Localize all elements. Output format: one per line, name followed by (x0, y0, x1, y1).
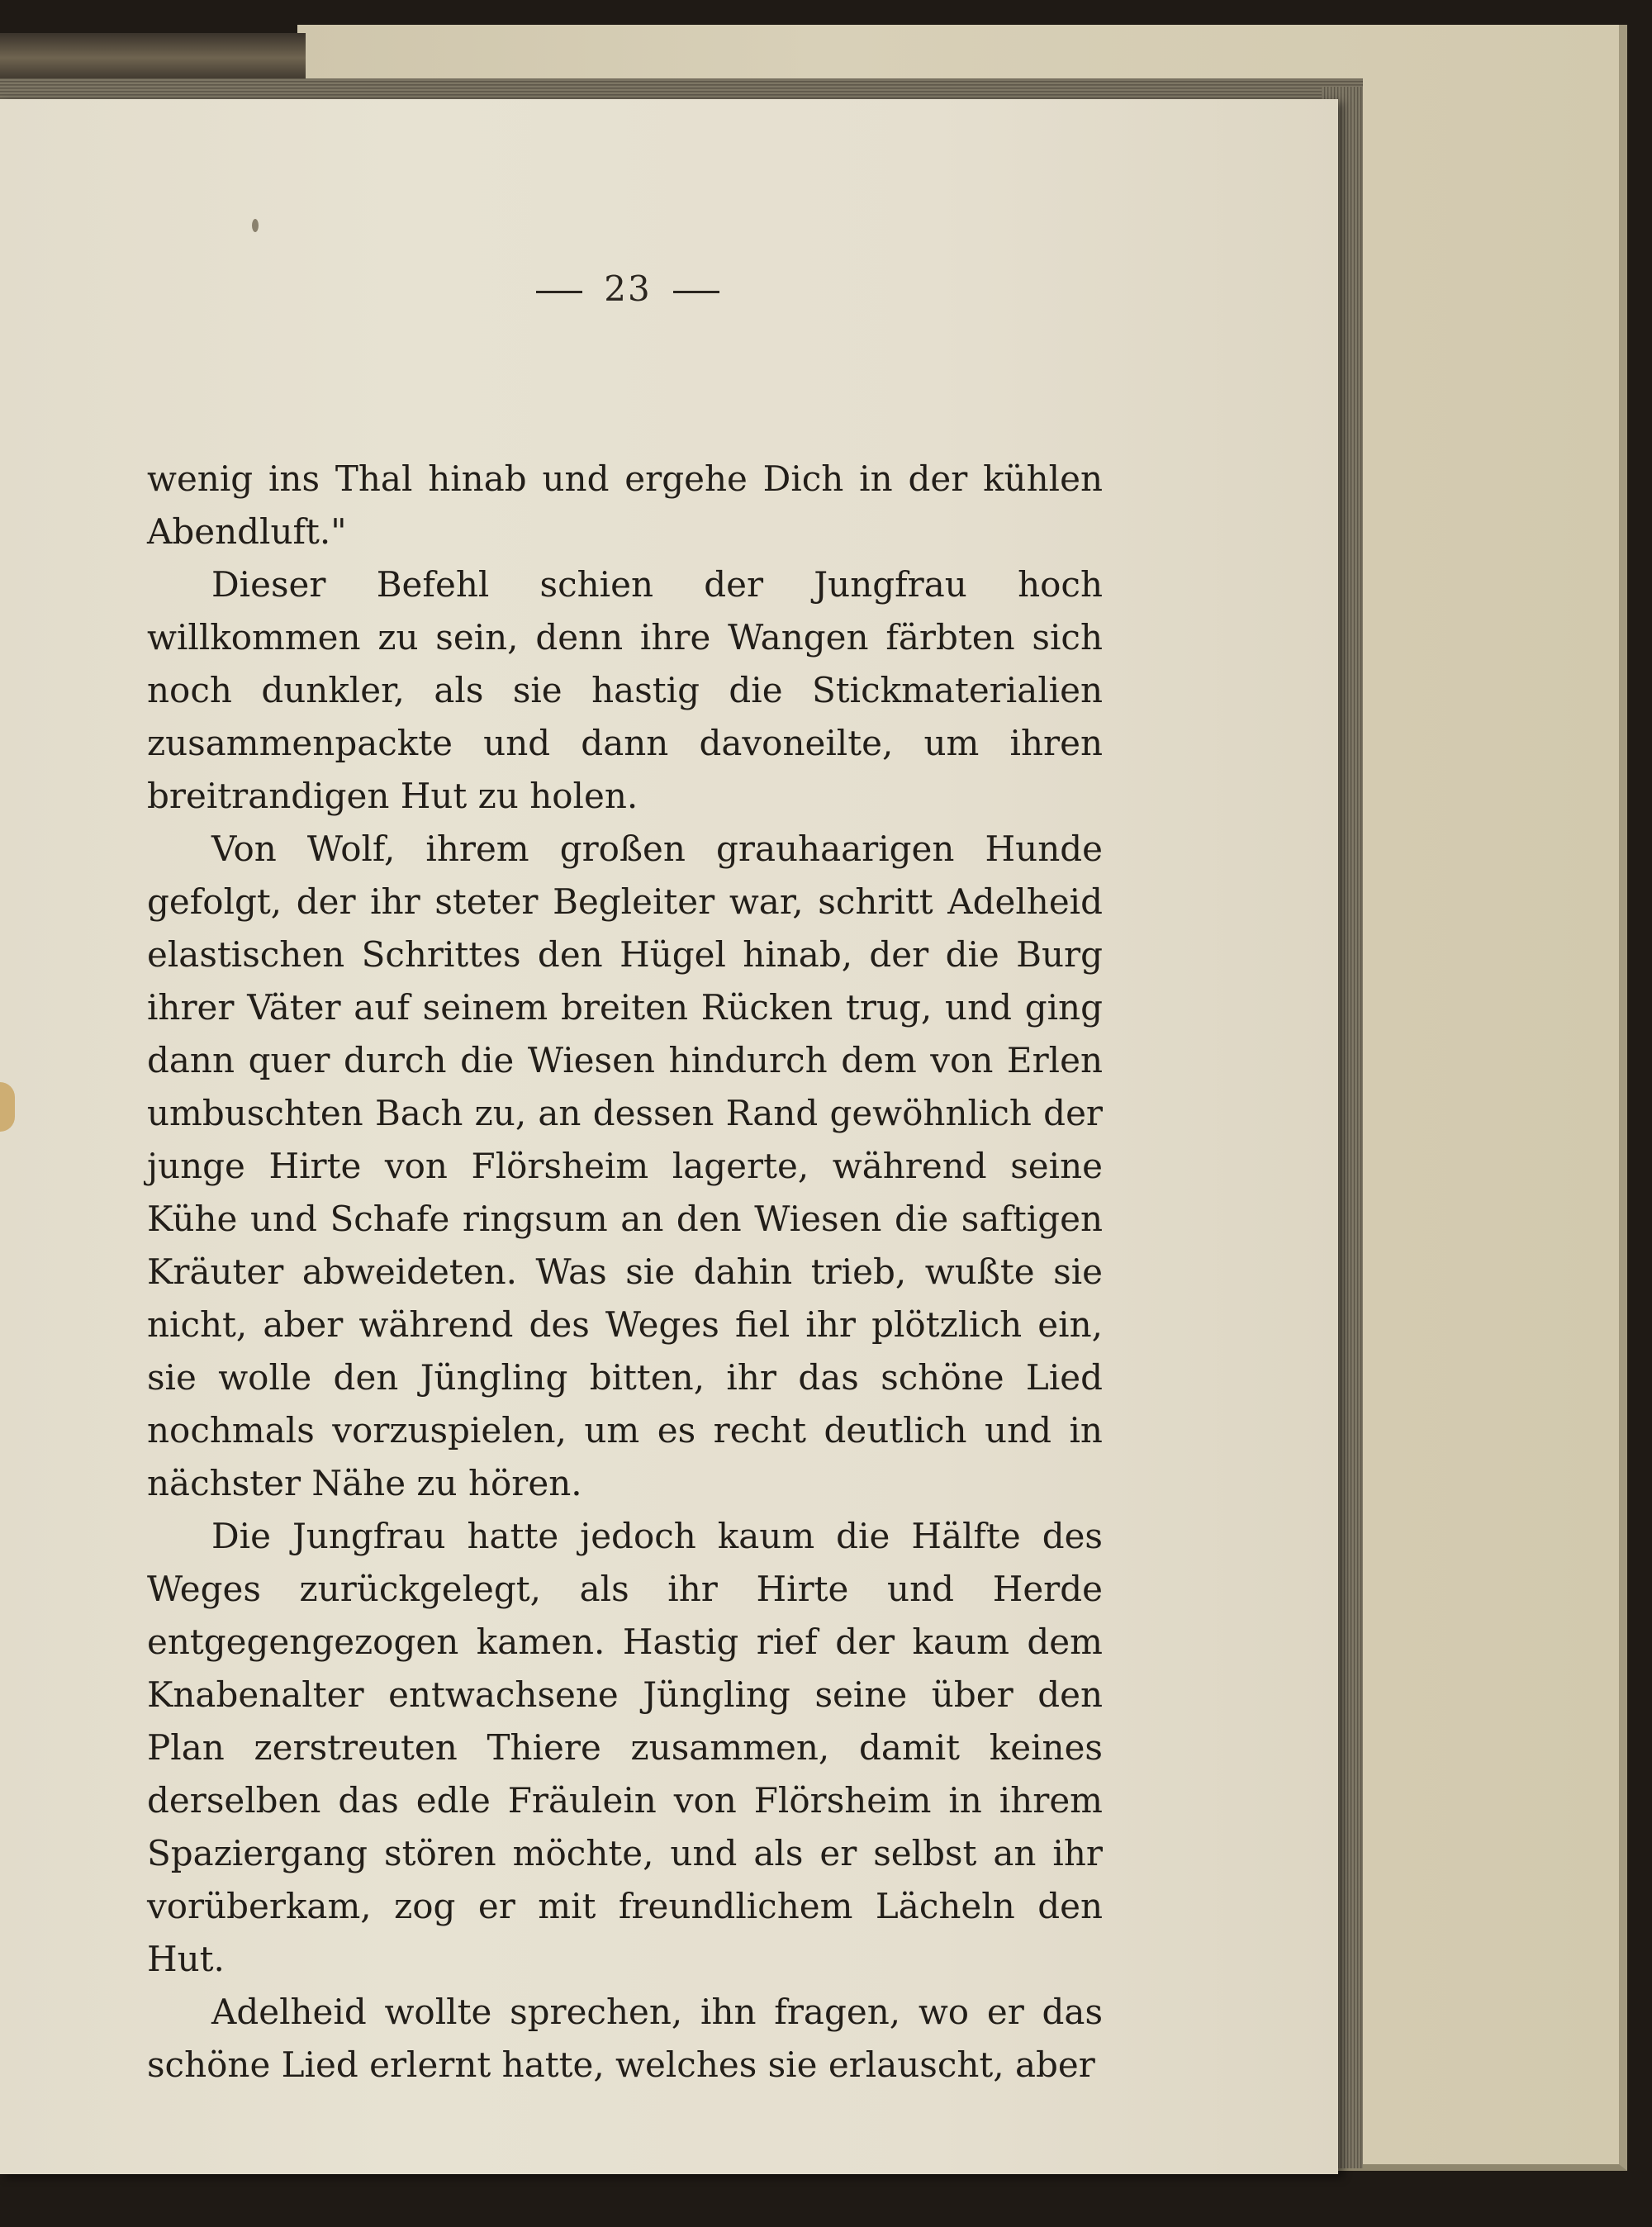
page-number-header (0, 268, 1256, 309)
paragraph-3: Von Wolf, ihrem großen grauhaarigen Hunde gefolgt, der ihr steter Begleiter war, schritt Adelheid elastischen Schrittes den Hügel hinab, der die Burg ihrer Väter auf seinem breiten Rücken trug, und ging dann quer durch die Wiesen hindurch dem von Erlen umbuschten Bach zu, an dessen Rand gewöhnlich der junge Hirte von Flörsheim lagerte, während seine Kühe und Schafe ringsum an den Wiesen die saftigen Kräuter abweideten. Was sie dahin trieb, wußte sie nicht, aber während des Weges fiel ihr plötzlich ein, sie wolle den Jüngling bitten, ihr das schöne Lied nochmals vorzuspielen, um es recht deutlich und in nächster Nähe zu hören. (147, 829, 1103, 1503)
dash-left (536, 291, 582, 293)
body-text (147, 453, 1103, 2092)
dash-right (673, 291, 719, 293)
paper-stain (0, 1082, 15, 1132)
paragraph-2: Dieser Befehl schien der Jungfrau hoch willkommen zu sein, denn ihre Wangen färbten sich noch dunkler, als sie hastig die Stickmaterialien zusammenpackte und dann davoneilte, um ihren breitrandigen Hut zu holen. (147, 564, 1103, 816)
paragraph-1: wenig ins Thal hinab und ergehe Dich in der kühlen Abendluft." (147, 458, 1103, 552)
book-page (0, 99, 1338, 2174)
paragraph-5: Adelheid wollte sprechen, ihn fragen, wo er das schöne Lied erlernt hatte, welches sie erlauscht, aber (147, 1992, 1103, 2085)
page-number: 23 (604, 268, 652, 309)
book-binding (0, 33, 306, 83)
paper-spot (252, 219, 259, 232)
paragraph-4: Die Jungfrau hatte jedoch kaum die Hälfte des Weges zurückgelegt, als ihr Hirte und Herde entgegengezogen kamen. Hastig rief der kaum dem Knabenalter entwachsene Jüngling seine über den Plan zerstreuten Thiere zusammen, damit keines derselben das edle Fräulein von Flörsheim in ihrem Spaziergang stören möchte, und als er selbst an ihr vorüberkam, zog er mit freundlichem Lächeln den Hut. (147, 1516, 1103, 1979)
